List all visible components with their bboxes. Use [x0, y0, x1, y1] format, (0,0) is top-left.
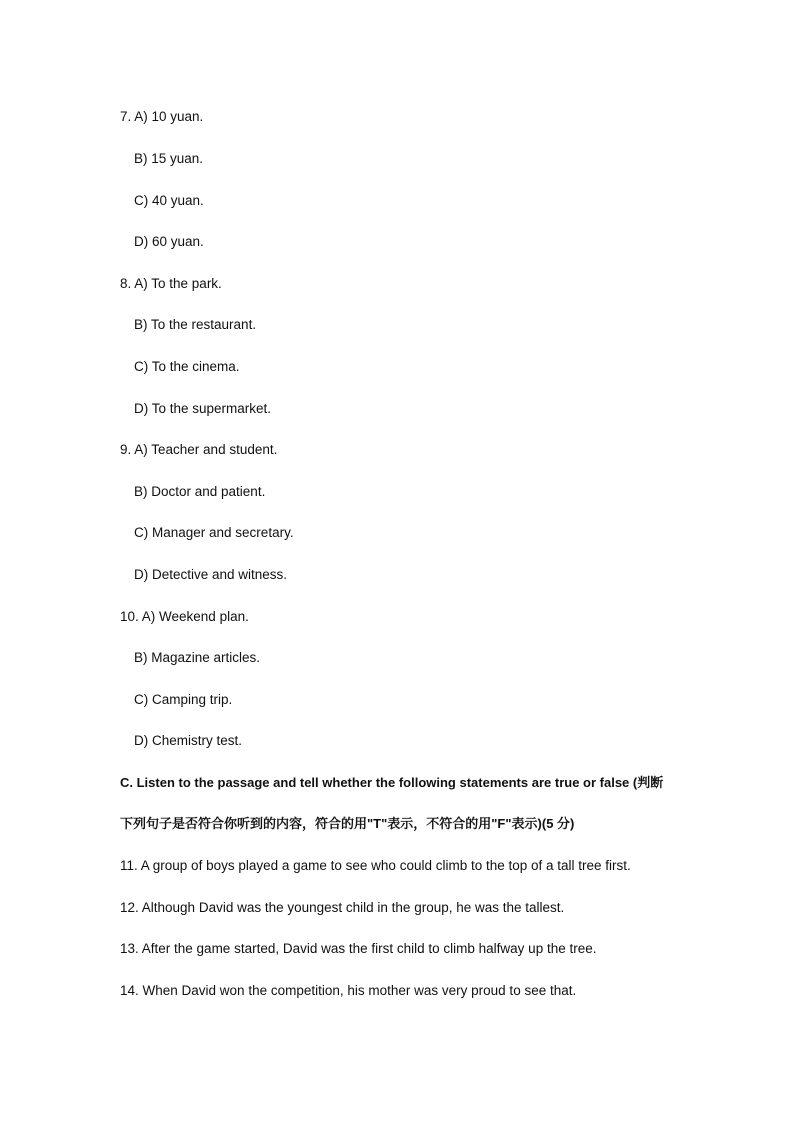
- statement-14: 14. When David won the competition, his mother was very proud to see that.: [120, 983, 577, 998]
- section-c-heading-line-1: C. Listen to the passage and tell whether the following statements are true or false (判断: [120, 775, 664, 790]
- question-9-option-b: B) Doctor and patient.: [134, 484, 266, 499]
- question-7-option-b: B) 15 yuan.: [134, 151, 204, 166]
- question-7-option-c: C) 40 yuan.: [134, 193, 204, 208]
- statement-11: 11. A group of boys played a game to see who could climb to the top of a tall tree first.: [120, 858, 631, 873]
- question-10-option-d: D) Chemistry test.: [134, 733, 243, 748]
- question-8-option-d: D) To the supermarket.: [134, 401, 272, 416]
- question-9-option-c: C) Manager and secretary.: [134, 525, 294, 540]
- section-c-heading-line-2: 下列句子是否符合你听到的内容，符合的用"T"表示，不符合的用"F"表示)(5 分): [120, 816, 575, 831]
- question-7-option-a: 7. A) 10 yuan.: [120, 109, 204, 124]
- question-9-option-a: 9. A) Teacher and student.: [120, 442, 278, 457]
- question-10-option-c: C) Camping trip.: [134, 692, 233, 707]
- question-8-option-b: B) To the restaurant.: [134, 317, 257, 332]
- question-10-option-b: B) Magazine articles.: [134, 650, 261, 665]
- question-8-option-a: 8. A) To the park.: [120, 276, 222, 291]
- question-8-option-c: C) To the cinema.: [134, 359, 240, 374]
- question-7-option-d: D) 60 yuan.: [134, 234, 204, 249]
- question-9-option-d: D) Detective and witness.: [134, 567, 288, 582]
- statement-12: 12. Although David was the youngest child in the group, he was the tallest.: [120, 900, 565, 915]
- statement-13: 13. After the game started, David was the first child to climb halfway up the tree.: [120, 941, 597, 956]
- question-10-option-a: 10. A) Weekend plan.: [120, 609, 249, 624]
